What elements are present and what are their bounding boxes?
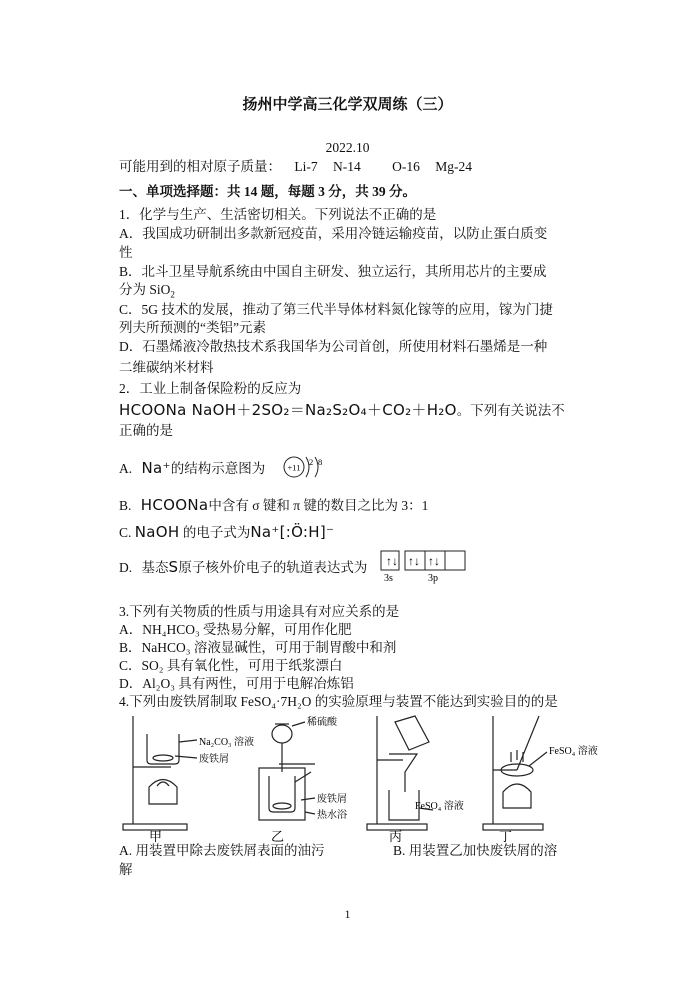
q2-option-c: [119, 523, 334, 542]
q2-d-text2: 原子核外价电子的轨道表达式为: [178, 560, 368, 575]
atomic-masses: [119, 158, 472, 176]
jia-label-solution: Na₂CO₃ 溶液: [199, 737, 255, 748]
q1-b2-text: 分为 SiO: [119, 282, 171, 297]
svg-text:↑↓: ↑↓: [386, 554, 398, 568]
q2-c-electron-formula: Na⁺[:Ö:H]⁻: [250, 523, 335, 541]
mass-li: Li-7: [294, 159, 318, 174]
page-title: 扬州中学高三化学双周练（三）: [242, 97, 453, 113]
na-ion-structure-diagram: [282, 452, 328, 482]
bing-label-solution: FeSO₄ 溶液: [415, 801, 464, 812]
yi-label-iron: 废铁屑: [317, 794, 347, 805]
q2-option-d: [119, 558, 367, 577]
q1-option-a: A．我国成功研制出多款新冠疫苗，采用冷链运输疫苗，以防止蛋白质变: [119, 226, 548, 241]
shell1-electrons: 2: [309, 457, 314, 467]
apparatus-figure: [119, 712, 598, 844]
q1-stem: 1．化学与生产、生活密切相关。下列说法不正确的是: [119, 207, 437, 222]
q4-option-a: A. 用装置甲除去废铁屑表面的油污: [119, 843, 325, 858]
q2-equation-line: [119, 401, 565, 420]
nucleus-charge: +11: [287, 462, 301, 473]
q1-option-a-cont: 性: [119, 245, 133, 260]
q1-option-c: C．5G 技术的发展，推动了第三代半导体材料氮化镓等的应用，镓为门捷: [119, 302, 553, 317]
q3-stem: 3.下列有关物质的性质与用途具有对应关系的是: [119, 604, 400, 619]
mass-mg: Mg-24: [435, 159, 472, 174]
orbital-diagram: [378, 549, 472, 585]
q2-a-text: 的结构示意图为: [170, 461, 266, 476]
yi-label-bath: 热水浴: [317, 810, 347, 821]
q2-equation: HCOONa NaOH＋2SO₂＝Na₂S₂O₄＋CO₂＋H₂O: [119, 401, 457, 419]
exam-date: 2022.10: [325, 140, 370, 155]
caption-yi: 乙: [271, 829, 285, 844]
caption-jia: 甲: [149, 829, 163, 844]
jia-label-iron: 废铁屑: [199, 754, 229, 765]
q2-tail: 。下列有关说法不: [456, 403, 565, 418]
orbital-3s-label: 3s: [384, 573, 393, 584]
q1-option-d: D．石墨烯液冷散热技术系我国华为公司首创，所使用材料石墨烯是一种: [119, 339, 548, 354]
q2-d-atom: S: [168, 558, 179, 576]
q2-a-label: A.: [119, 461, 133, 476]
q2-c-text: 的电子式为: [182, 525, 251, 540]
ding-label-solution: FeSO₄ 溶液: [549, 746, 598, 757]
q1-option-c-cont: 列夫所预测的“类铝”元素: [119, 320, 266, 335]
q1-option-b: B．北斗卫星导航系统由中国自主研发、独立运行，其所用芯片的主要成: [119, 264, 547, 279]
q2-c-formula: NaOH: [134, 523, 180, 541]
q2-option-a: [119, 459, 265, 478]
orbital-3p-label: 3p: [428, 573, 438, 584]
q4-option-b-cont: 解: [119, 862, 133, 877]
q1-b2-sub: 2: [170, 289, 175, 300]
q1-option-d-cont: 二维碳纳米材料: [119, 360, 214, 375]
q3-option-c: C．SO₂ 具有氧化性，可用于纸浆漂白: [119, 658, 343, 673]
q4-stem: 4.下列由废铁屑制取 FeSO₄·7H₂O 的实验原理与装置不能达到实验目的的是: [119, 694, 558, 709]
q2-d-text: 基态: [141, 560, 169, 575]
q2-stem: 2．工业上制备保险粉的反应为: [119, 381, 302, 396]
svg-text:↑↓: ↑↓: [428, 554, 440, 568]
q2-b-formula: HCOONa: [140, 496, 209, 514]
caption-bing: 丙: [389, 829, 403, 844]
q2-b-label: B.: [119, 498, 132, 513]
masses-label: 可能用到的相对原子质量：: [119, 159, 281, 174]
q2-c-label: C.: [119, 525, 132, 540]
q3-option-a: A．NH₄HCO₃ 受热易分解，可用作化肥: [119, 622, 352, 637]
q2-b-text: 中含有 σ 键和 π 键的数目之比为 3：1: [208, 498, 429, 513]
caption-ding: 丁: [499, 829, 513, 844]
yi-label-acid: 稀硫酸: [307, 717, 337, 728]
svg-text:↑↓: ↑↓: [408, 554, 420, 568]
q4-option-b: B. 用装置乙加快废铁屑的溶: [393, 843, 558, 858]
mass-o: O-16: [392, 159, 420, 174]
q3-option-b: B．NaHCO₃ 溶液显碱性，可用于制胃酸中和剂: [119, 640, 397, 655]
shell2-electrons: 8: [318, 457, 323, 467]
q2-option-b: [119, 496, 428, 515]
q2-d-label: D.: [119, 560, 133, 575]
q3-option-d: D．Al₂O₃ 具有两性，可用于电解冶炼铝: [119, 676, 354, 691]
page-number: 1: [344, 907, 351, 921]
mass-n: N-14: [333, 159, 361, 174]
q2-a-formula: Na⁺: [141, 459, 171, 477]
section-heading: 一、单项选择题：共 14 题，每题 3 分，共 39 分。: [119, 184, 416, 199]
q2-tail-cont: 正确的是: [119, 423, 173, 438]
